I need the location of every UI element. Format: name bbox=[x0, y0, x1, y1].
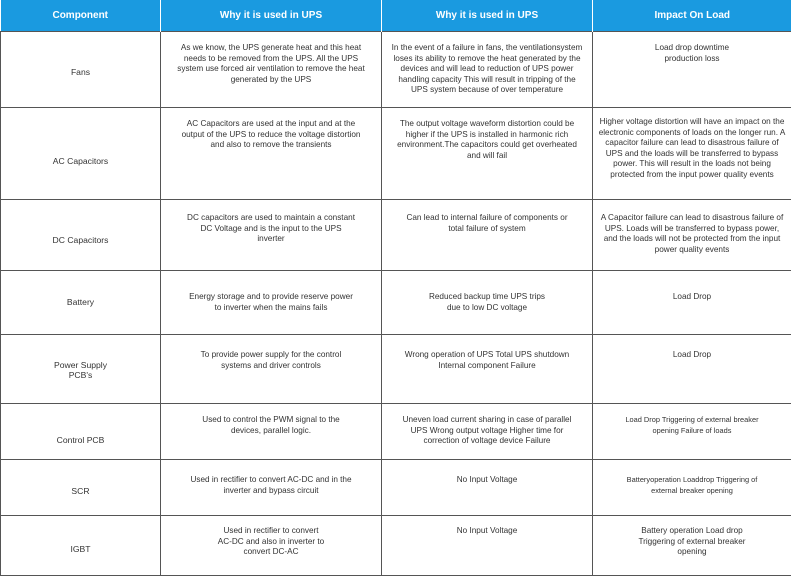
header-use: Why it is used in UPS bbox=[161, 0, 382, 32]
failure-cell: No Input Voltage bbox=[382, 460, 593, 516]
table-row bbox=[1, 32, 791, 108]
use-cell: Used to control the PWM signal to the devices, parallel logic. bbox=[161, 404, 382, 460]
failure-cell: Can lead to internal failure of components or total failure of system bbox=[382, 200, 593, 271]
component-cell: Battery bbox=[1, 271, 161, 335]
impact-cell: A Capacitor failure can lead to disastrous failure of UPS. Loads will be transferred to bypass power, and the loads will not be protected from the input power quality events bbox=[593, 200, 791, 271]
component-cell: Control PCB bbox=[1, 404, 161, 460]
component-cell: SCR bbox=[1, 460, 161, 516]
impact-cell: Load drop downtime production loss bbox=[593, 32, 791, 108]
failure-cell: The output voltage waveform distortion could be higher if the UPS is installed in harmonic rich environment.The capacitors could get overheated and will fail bbox=[382, 108, 593, 200]
failure-cell: In the event of a failure in fans, the ventilationsystem loses its ability to remove the heat generated by the devices and will lead to reduction of UPS power handling capacity This will result in tripping of the UPS system because of over temperature bbox=[382, 32, 593, 108]
use-cell: Used in rectifier to convert AC-DC and also in inverter to convert DC-AC bbox=[161, 516, 382, 576]
impact-cell: Load Drop bbox=[593, 271, 791, 335]
component-cell: AC Capacitors bbox=[1, 108, 161, 200]
use-cell: AC Capacitors are used at the input and at the output of the UPS to reduce the voltage distortion and also to remove the transients bbox=[161, 108, 382, 200]
component-cell: IGBT bbox=[1, 516, 161, 576]
failure-cell: Reduced backup time UPS trips due to low DC voltage bbox=[382, 271, 593, 335]
table-header-row bbox=[1, 0, 791, 32]
impact-cell: Higher voltage distortion will have an impact on the electronic components of loads on the longer run. A capacitor failure can lead to disastrous failure of UPS and the loads will be transferred to bypass power. This will result in the loads not being protected from the input power quality events bbox=[593, 108, 791, 200]
table-row bbox=[1, 108, 791, 200]
use-cell: As we know, the UPS generate heat and this heat needs to be removed from the UPS. All the UPS system use forced air ventilation to remove the heat generated by the UPS bbox=[161, 32, 382, 108]
header-impact: Impact On Load bbox=[593, 0, 791, 32]
use-cell: Energy storage and to provide reserve power to inverter when the mains fails bbox=[161, 271, 382, 335]
component-cell: Fans bbox=[1, 32, 161, 108]
table-row bbox=[1, 516, 791, 576]
table-row bbox=[1, 200, 791, 271]
component-cell: Power Supply PCB's bbox=[1, 335, 161, 404]
use-cell: To provide power supply for the control systems and driver controls bbox=[161, 335, 382, 404]
header-failure: Why it is used in UPS bbox=[382, 0, 593, 32]
failure-cell: Wrong operation of UPS Total UPS shutdown Internal component Failure bbox=[382, 335, 593, 404]
failure-cell: Uneven load current sharing in case of parallel UPS Wrong output voltage Higher time for correction of voltage device Failure bbox=[382, 404, 593, 460]
failure-cell: No Input Voltage bbox=[382, 516, 593, 576]
header-component: Component bbox=[1, 0, 161, 32]
use-cell: DC capacitors are used to maintain a constant DC Voltage and is the input to the UPS inverter bbox=[161, 200, 382, 271]
component-cell: DC Capacitors bbox=[1, 200, 161, 271]
table-row bbox=[1, 404, 791, 460]
table-row bbox=[1, 271, 791, 335]
impact-cell: Load Drop Triggering of external breaker opening Failure of loads bbox=[593, 404, 791, 460]
impact-cell: Battery operation Load drop Triggering of external breaker opening bbox=[593, 516, 791, 576]
use-cell: Used in rectifier to convert AC-DC and in the inverter and bypass circuit bbox=[161, 460, 382, 516]
impact-cell: Batteryoperation Loaddrop Triggering of external breaker opening bbox=[593, 460, 791, 516]
table-row bbox=[1, 335, 791, 404]
table-row bbox=[1, 460, 791, 516]
impact-cell: Load Drop bbox=[593, 335, 791, 404]
